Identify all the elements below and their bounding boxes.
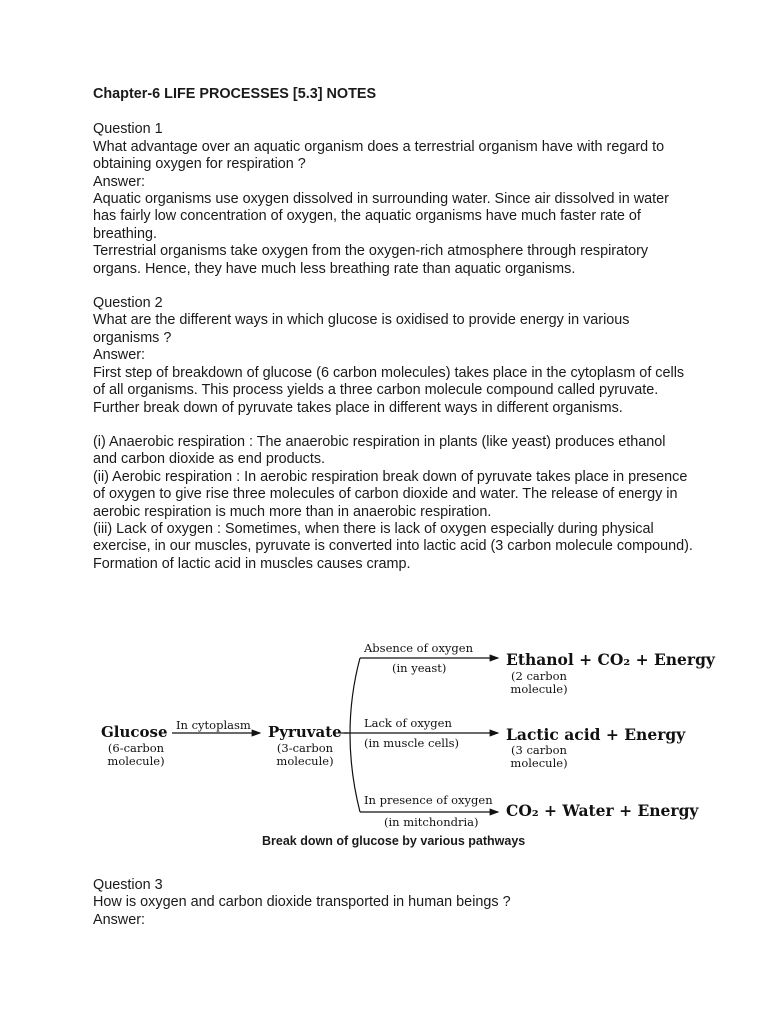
path1-condition: Absence of oxygen (364, 641, 473, 655)
path3-condition: In presence of oxygen (364, 793, 493, 807)
in-cytoplasm-label: In cytoplasm (176, 718, 251, 732)
document-body (93, 86, 693, 590)
answer-label: Answer: (93, 347, 145, 364)
question-text: How is oxygen and carbon dioxide transported in human beings ? (93, 894, 511, 911)
question-label: Question 2 (93, 295, 163, 312)
path1-sub: (2 carbon molecule) (510, 669, 568, 696)
question-1 (93, 121, 693, 278)
path1-location: (in yeast) (392, 661, 447, 675)
glucose-label: Glucose (101, 723, 168, 741)
path1-products: Ethanol + CO₂ + Energy (506, 650, 715, 669)
path2-condition: Lack of oxygen (364, 716, 452, 730)
pyruvate-label: Pyruvate (268, 723, 342, 741)
question-3 (93, 877, 693, 929)
branch-curve (350, 658, 360, 812)
question-label: Question 1 (93, 121, 163, 138)
question-text: What are the different ways in which glucose is oxidised to provide energy in various organisms ? (93, 312, 630, 346)
question-label: Question 3 (93, 877, 163, 893)
glucose-breakdown-diagram (90, 636, 740, 854)
question-text: What advantage over an aquatic organism does a terrestrial organism have with regard to obtaining oxygen for respiration ? (93, 138, 665, 173)
path3-products: CO₂ + Water + Energy (506, 801, 699, 820)
path2-sub: (3 carbon molecule) (510, 743, 568, 770)
answer-paragraph: Aquatic organisms use oxygen dissolved in surrounding water. Since air dissolved in water has fairly low concentration of oxygen, the aquatic organisms have much faster rate of breathing. (93, 191, 669, 242)
point-aerobic: (ii) Aerobic respiration : In aerobic respiration break down of pyruvate takes place in presence of oxygen to give rise three molecules of carbon dioxide and water. The release of energy in aerobic respiration is much more than in anaerobic respiration. (93, 468, 688, 520)
diagram-caption: Break down of glucose by various pathways (262, 834, 526, 848)
point-anaerobic: (i) Anaerobic respiration : The anaerobic respiration in plants (like yeast) produces ethanol and carbon dioxide as end products. (93, 433, 666, 468)
glucose-sub: (6-carbon molecule) (107, 741, 165, 768)
answer-label: Answer: (93, 173, 145, 190)
pyruvate-sub: (3-carbon molecule) (276, 741, 334, 768)
answer-paragraph: Terrestrial organisms take oxygen from the oxygen-rich atmosphere through respiratory organs. Hence, they have much less breathing rate than aquatic organisms. (93, 243, 649, 277)
path2-location: (in muscle cells) (364, 736, 460, 750)
document-title: Chapter-6 LIFE PROCESSES [5.3] NOTES (93, 86, 377, 102)
path2-products: Lactic acid + Energy (506, 725, 686, 744)
question-2 (93, 295, 693, 417)
answer-paragraph: First step of breakdown of glucose (6 carbon molecules) takes place in the cytoplasm of cells of all organisms. This process yields a three carbon molecule compound called pyruvate. (93, 364, 685, 399)
answer-paragraph: Further break down of pyruvate takes place in different ways in different organisms. (93, 399, 623, 416)
path3-location: (in mitchondria) (384, 815, 479, 829)
answer-label: Answer: (93, 911, 145, 928)
point-lack-of-oxygen: (iii) Lack of oxygen : Sometimes, when there is lack of oxygen especially during physical exercise, in our muscles, pyruvate is converted into lactic acid (3 carbon molecule compound). Formation of lactic acid in muscles causes cramp. (93, 520, 693, 572)
question-2-points (93, 434, 693, 573)
